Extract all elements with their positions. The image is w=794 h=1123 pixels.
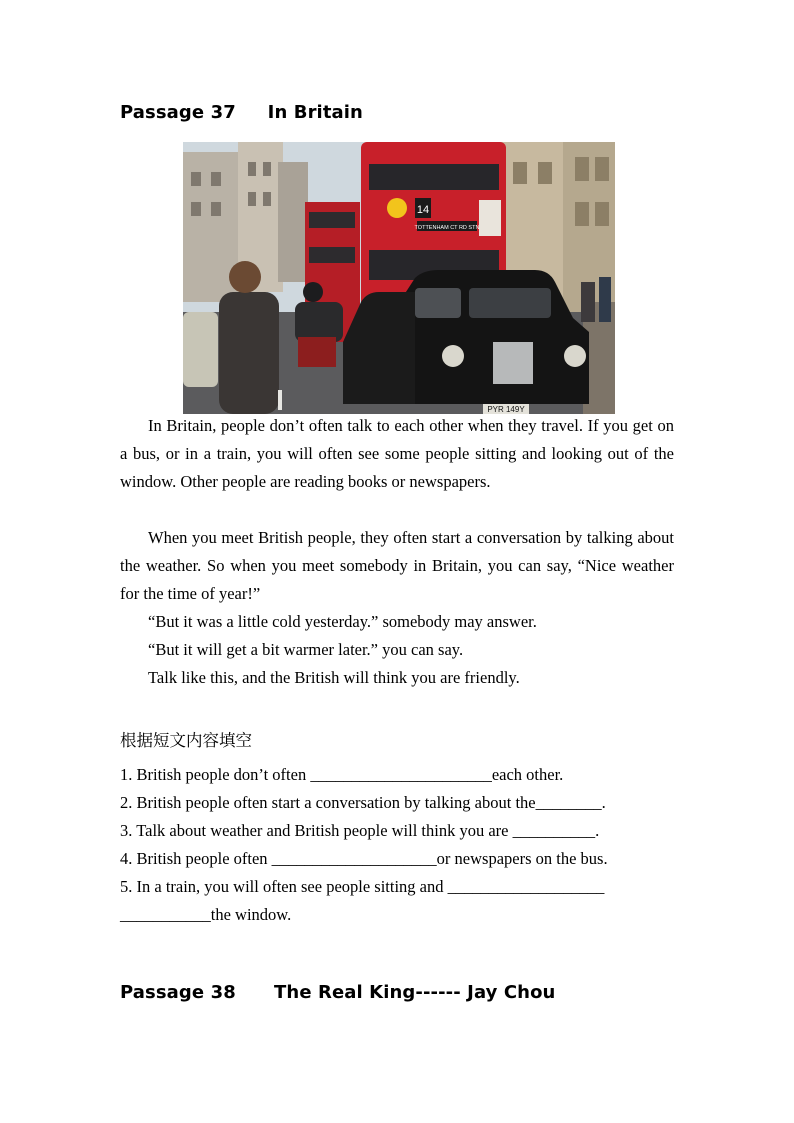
paragraph-1: In Britain, people don’t often talk to each other when they travel. If you get on a bus, or in a train, you will often see some people sitting and looking out of the window. Other people are reading books or newspapers. [120, 416, 674, 491]
paragraph-3: “But it was a little cold yesterday.” somebody may answer. [148, 612, 537, 631]
question-4: 4. British people often ____________________or newspapers on the bus. [120, 849, 608, 868]
question-3: 3. Talk about weather and British people will think you are __________. [120, 821, 600, 840]
bus-destination-sign: TOTTENHAM CT RD STN [414, 225, 480, 231]
london-street-photo [183, 142, 615, 414]
question-2: 2. British people often start a conversation by talking about the________. [120, 793, 606, 812]
question-1: 1. British people don’t often ______________________each other. [120, 765, 564, 784]
taxi-license-plate: PYR 149Y [487, 405, 525, 414]
exercise-title: 根据短文内容填空 [120, 731, 252, 750]
question-5-continued: ___________the window. [120, 905, 292, 924]
question-5: 5. In a train, you will often see people sitting and ___________________ [120, 877, 605, 896]
paragraph-2: When you meet British people, they often start a conversation by talking about the weather. So when you meet somebody in Britain, you can say, “Nice weather for the time of year!” [120, 528, 674, 603]
passage-37-heading: Passage 37 In Britain [120, 102, 363, 123]
bus-route-number: 14 [416, 204, 430, 216]
paragraph-5: Talk like this, and the British will think you are friendly. [148, 668, 520, 687]
paragraph-4: “But it will get a bit warmer later.” you can say. [148, 640, 464, 659]
passage-38-heading: Passage 38 The Real King------ Jay Chou [120, 982, 556, 1003]
